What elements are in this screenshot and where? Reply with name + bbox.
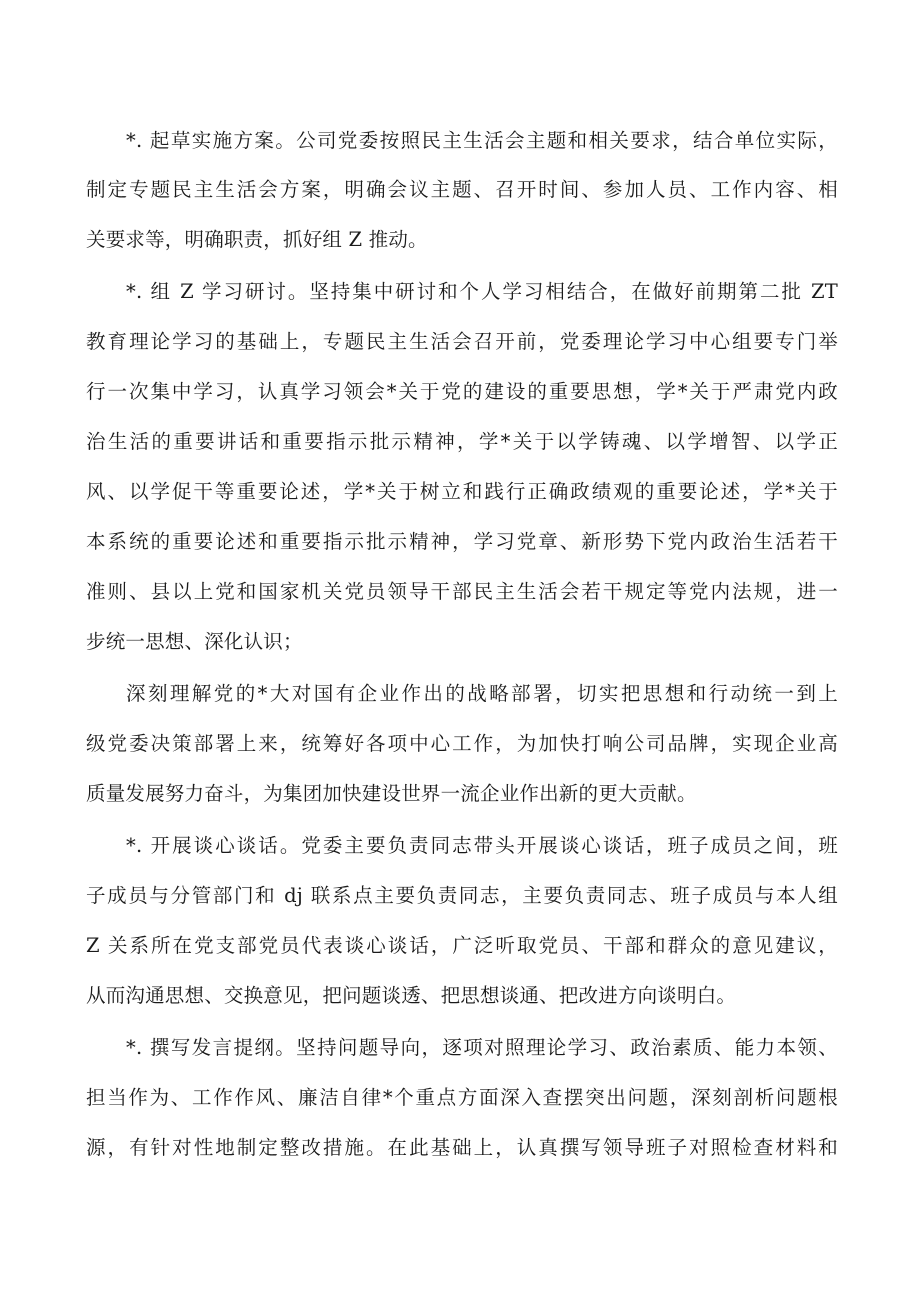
paragraph-line: 治生活的重要讲话和重要指示批示精神，学*关于以学铸魂、以学增智、以学正 bbox=[86, 430, 838, 453]
paragraph-line: 质量发展努力奋斗，为集团加快建设世界一流企业作出新的更大贡献。 bbox=[86, 782, 697, 805]
paragraph-line: 关要求等，明确职责，抓好组 Z 推动。 bbox=[86, 228, 428, 251]
paragraph-line: *. 起草实施方案。公司党委按照民主生活会主题和相关要求，结合单位实际， bbox=[126, 129, 838, 152]
paragraph-line: 源，有针对性地制定整改措施。在此基础上，认真撰写领导班子对照检查材料和 bbox=[86, 1136, 838, 1159]
paragraph-line: 步统一思想、深化认识； bbox=[86, 630, 303, 653]
paragraph-line: 行一次集中学习，认真学习领会*关于党的建设的重要思想，学*关于严肃党内政 bbox=[86, 380, 838, 403]
paragraph-line: 制定专题民主生活会方案，明确会议主题、召开时间、参加人员、工作内容、相 bbox=[86, 178, 838, 201]
paragraph-line: *. 组 Z 学习研讨。坚持集中研讨和个人学习相结合，在做好前期第二批 ZT bbox=[126, 280, 838, 303]
paragraph-line: Z 关系所在党支部党员代表谈心谈话，广泛听取党员、干部和群众的意见建议， bbox=[86, 934, 838, 957]
paragraph-line: 本系统的重要论述和重要指示批示精神，学习党章、新形势下党内政治生活若干 bbox=[86, 530, 838, 553]
paragraph-line: 风、以学促干等重要论述，学*关于树立和践行正确政绩观的重要论述，学*关于 bbox=[86, 480, 838, 503]
paragraph-line: *. 开展谈心谈话。党委主要负责同志带头开展谈心谈话，班子成员之间，班 bbox=[126, 834, 838, 857]
paragraph-line: 准则、县以上党和国家机关党员领导干部民主生活会若干规定等党内法规，进一 bbox=[86, 580, 838, 603]
paragraph-line: 担当作为、工作作风、廉洁自律*个重点方面深入查摆突出问题，深刻剖析问题根 bbox=[86, 1086, 838, 1109]
paragraph-line: 级党委决策部署上来，统筹好各项中心工作，为加快打响公司品牌，实现企业高 bbox=[86, 732, 838, 755]
paragraph-line: 深刻理解党的*大对国有企业作出的战略部署，切实把思想和行动统一到上 bbox=[126, 682, 838, 705]
paragraph-line: 教育理论学习的基础上，专题民主生活会召开前，党委理论学习中心组要专门举 bbox=[86, 330, 838, 353]
paragraph-line: *. 撰写发言提纲。坚持问题导向，逐项对照理论学习、政治素质、能力本领、 bbox=[126, 1036, 838, 1059]
paragraph-line: 子成员与分管部门和 dj 联系点主要负责同志，主要负责同志、班子成员与本人组 bbox=[86, 884, 838, 907]
paragraph-line: 从而沟通思想、交换意见，把问题谈透、把思想谈通、把改进方向谈明白。 bbox=[86, 984, 737, 1007]
